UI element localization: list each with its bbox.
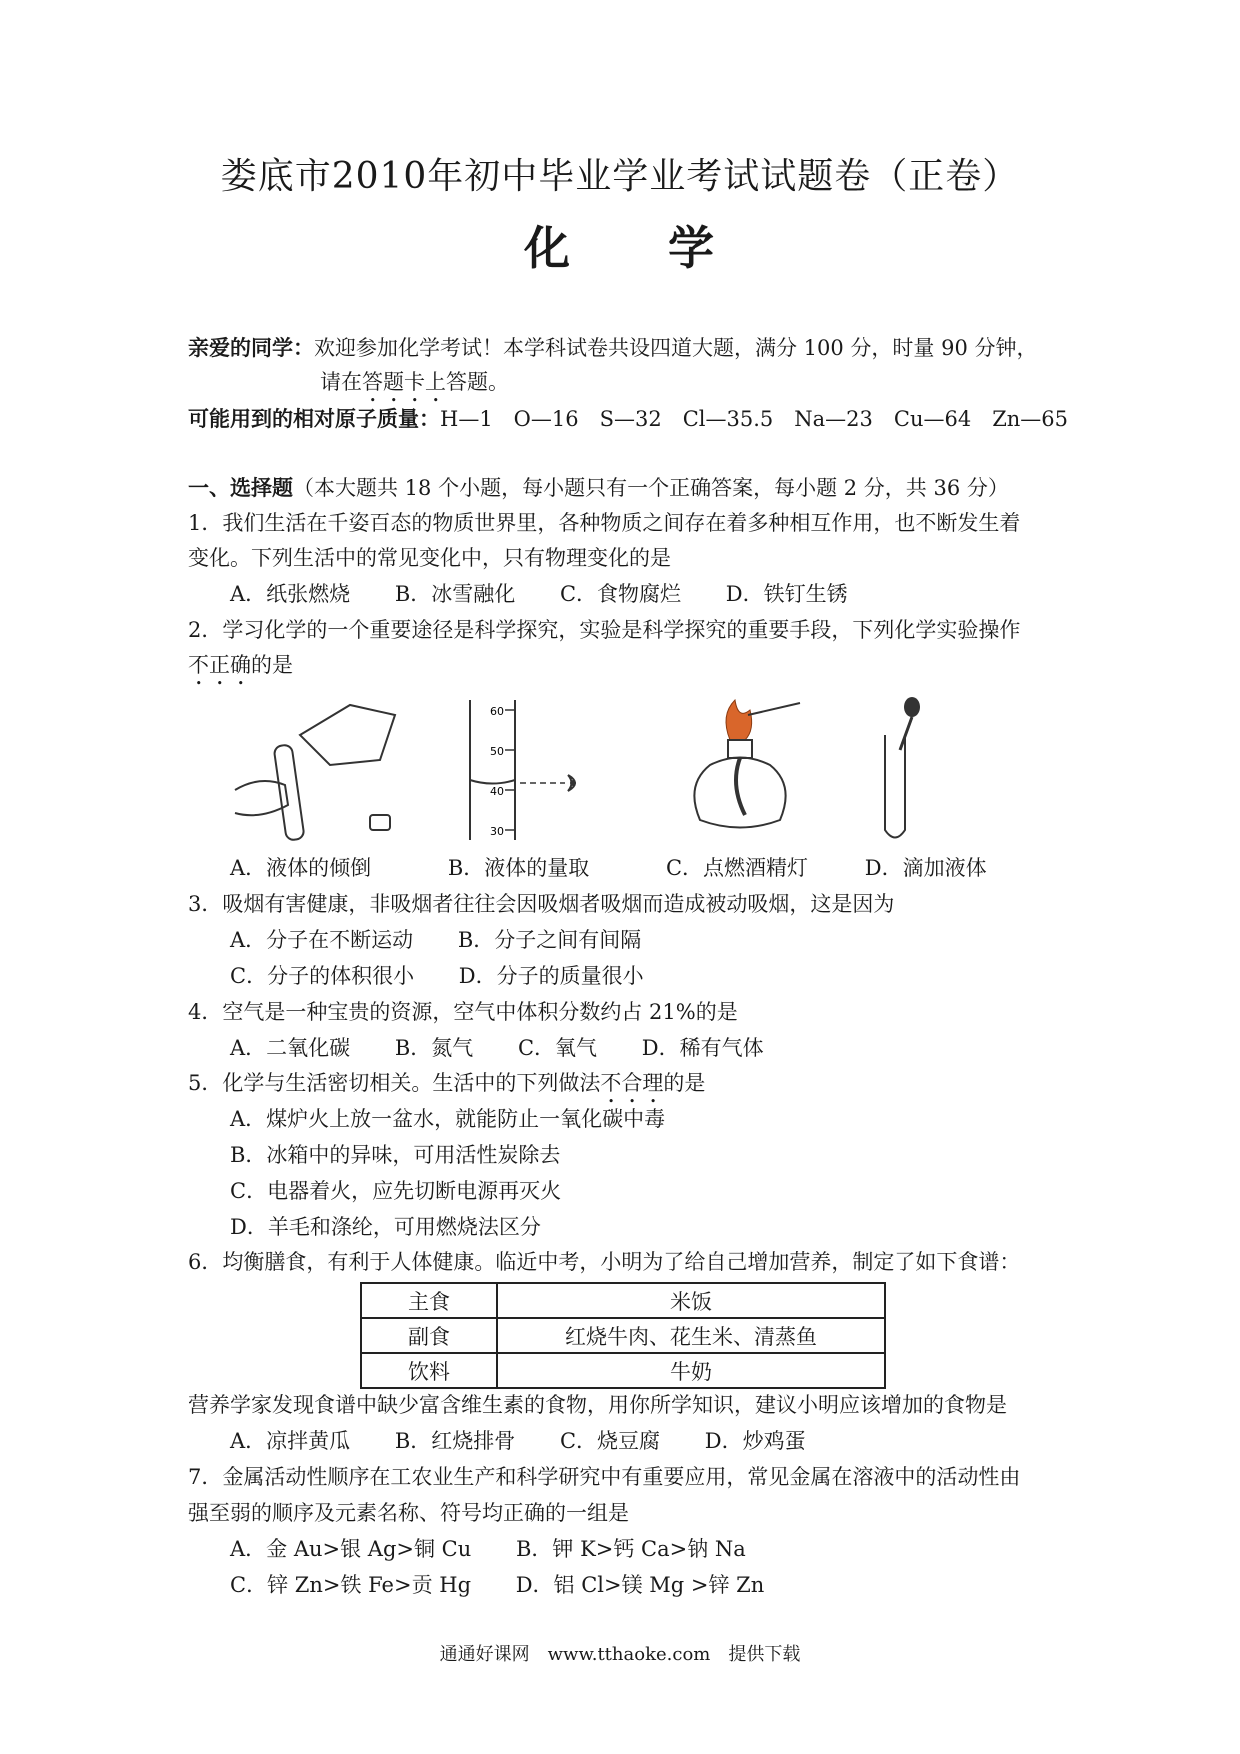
q4-option-a[interactable]: A．二氧化碳 bbox=[230, 1036, 351, 1060]
q6-line-2: 营养学家发现食谱中缺少富含维生素的食物，用你所学知识，建议小明应该增加的食物是 bbox=[188, 1393, 1007, 1417]
section1-title: 一、选择题 bbox=[188, 475, 293, 500]
q2-emphasis: 不正确 bbox=[188, 653, 251, 677]
q3-options-row-2 bbox=[230, 962, 682, 990]
q2-options bbox=[230, 854, 1025, 882]
liquid-pouring-figure bbox=[230, 695, 410, 845]
q3-option-a[interactable]: A．分子在不断运动 bbox=[230, 928, 414, 952]
q7-option-a[interactable]: A．金 Au>银 Ag>铜 Cu bbox=[230, 1537, 472, 1561]
q5-line-1 bbox=[188, 1069, 705, 1108]
table-cell: 副食 bbox=[361, 1318, 497, 1353]
q6-option-c[interactable]: C．烧豆腐 bbox=[559, 1429, 661, 1453]
q1-option-c[interactable]: C．食物腐烂 bbox=[559, 582, 682, 606]
q6-line-1: 6．均衡膳食，有利于人体健康。临近中考，小明为了给自己增加营养，制定了如下食谱： bbox=[188, 1250, 1021, 1274]
q4-option-c[interactable]: C．氧气 bbox=[517, 1036, 598, 1060]
q5-line1-prefix: 5．化学与生活密切相关。生活中的下列做法 bbox=[188, 1071, 601, 1095]
intro-label: 亲爱的同学： bbox=[188, 335, 314, 360]
q5-option-c[interactable]: C．电器着火，应先切断电源再灭火 bbox=[230, 1179, 562, 1203]
q7-option-c[interactable]: C．锌 Zn>铁 Fe>贡 Hg bbox=[230, 1573, 472, 1597]
intro-emphasis: 答题卡上 bbox=[362, 370, 446, 394]
table-row bbox=[361, 1283, 885, 1318]
q2-line-2 bbox=[188, 651, 293, 690]
q3-options-row-1 bbox=[230, 926, 679, 954]
table-row bbox=[361, 1353, 885, 1388]
q4-line-1: 4．空气是一种宝贵的资源，空气中体积分数约占 21%的是 bbox=[188, 1000, 738, 1024]
intro-line-1 bbox=[188, 334, 1038, 362]
q1-option-a[interactable]: A．纸张燃烧 bbox=[230, 582, 351, 606]
q2-option-d[interactable]: D．滴加液体 bbox=[864, 856, 987, 880]
page-footer: 通通好课网 www.tthaoke.com 提供下载 bbox=[439, 1644, 801, 1665]
table-cell: 红烧牛肉、花生米、清蒸鱼 bbox=[497, 1318, 885, 1353]
table-cell: 米饭 bbox=[497, 1283, 885, 1318]
q7-line-1: 7．金属活动性顺序在工农业生产和科学研究中有重要应用，常见金属在溶液中的活动性由 bbox=[188, 1465, 1021, 1489]
intro-line2-suffix: 答题。 bbox=[446, 370, 509, 394]
section1-note: （本大题共 18 个小题，每小题只有一个正确答案，每小题 2 分，共 36 分） bbox=[293, 476, 1009, 500]
q2-option-a[interactable]: A．液体的倾倒 bbox=[230, 856, 372, 880]
alcohol-lamp-figure bbox=[670, 695, 810, 845]
q5-option-a[interactable]: A．煤炉火上放一盆水，就能防止一氧化碳中毒 bbox=[230, 1107, 666, 1131]
q5-line1-suffix: 的是 bbox=[663, 1071, 706, 1095]
q5-option-d[interactable]: D．羊毛和涤纶，可用燃烧法区分 bbox=[230, 1215, 541, 1239]
q6-option-d[interactable]: D．炒鸡蛋 bbox=[704, 1429, 806, 1453]
table-cell: 牛奶 bbox=[497, 1353, 885, 1388]
q2-option-b[interactable]: B．液体的量取 bbox=[447, 856, 590, 880]
q5-option-b[interactable]: B．冰箱中的异味，可用活性炭除去 bbox=[230, 1143, 561, 1167]
q7-line-2: 强至弱的顺序及元素名称、符号均正确的一组是 bbox=[188, 1501, 629, 1525]
q2-line-1: 2．学习化学的一个重要途径是科学探究，实验是科学探究的重要手段，下列化学实验操作 bbox=[188, 618, 1021, 642]
intro-text: 欢迎参加化学考试！本学科试卷共设四道大题，满分 100 分，时量 90 分钟， bbox=[314, 336, 1038, 360]
table-cell: 饮料 bbox=[361, 1353, 497, 1388]
tick-label: 30 bbox=[490, 825, 504, 838]
section1-heading bbox=[188, 474, 1009, 502]
q4-options bbox=[230, 1034, 802, 1062]
tick-label: 50 bbox=[490, 745, 504, 758]
table-cell: 主食 bbox=[361, 1283, 497, 1318]
q3-option-c[interactable]: C．分子的体积很小 bbox=[230, 964, 415, 988]
q5-emphasis: 不合理 bbox=[600, 1071, 664, 1095]
q1-option-d[interactable]: D．铁钉生锈 bbox=[725, 582, 848, 606]
q2-option-c[interactable]: C．点燃酒精灯 bbox=[665, 856, 809, 880]
q1-line-2: 变化。下列生活中的常见变化中，只有物理变化的是 bbox=[188, 546, 671, 570]
atomic-mass-values: H—1 O—16 S—32 Cl—35.5 Na—23 Cu—64 Zn—65 bbox=[440, 407, 1069, 431]
tick-label: 60 bbox=[490, 705, 504, 718]
intro-line2-prefix: 请在 bbox=[320, 370, 362, 394]
q1-option-b[interactable]: B．冰雪融化 bbox=[394, 582, 516, 606]
exam-title: 娄底市2010年初中毕业学业考试试题卷（正卷） bbox=[220, 156, 1020, 197]
q2-figures bbox=[230, 695, 990, 845]
subject-title: 化 学 bbox=[524, 221, 716, 275]
q7-options-row-2 bbox=[230, 1571, 802, 1599]
q2-line2-suffix: 的是 bbox=[251, 653, 293, 677]
q7-option-b[interactable]: B．钾 K>钙 Ca>钠 Na bbox=[515, 1537, 746, 1561]
diet-table bbox=[360, 1282, 886, 1389]
q1-options bbox=[230, 580, 886, 608]
dropper-figure bbox=[840, 695, 960, 845]
q4-option-b[interactable]: B．氮气 bbox=[394, 1036, 474, 1060]
q3-option-d[interactable]: D．分子的质量很小 bbox=[458, 964, 644, 988]
q3-option-b[interactable]: B．分子之间有间隔 bbox=[457, 928, 642, 952]
q6-option-b[interactable]: B．红烧排骨 bbox=[394, 1429, 516, 1453]
q7-option-d[interactable]: D．铝 Cl>镁 Mg >锌 Zn bbox=[515, 1573, 765, 1597]
table-row bbox=[361, 1318, 885, 1353]
q4-option-d[interactable]: D．稀有气体 bbox=[641, 1036, 764, 1060]
q6-options bbox=[230, 1427, 844, 1455]
q1-line-1: 1．我们生活在千姿百态的物质世界里，各种物质之间存在着多种相互作用，也不断发生着 bbox=[188, 511, 1021, 535]
q3-line-1: 3．吸烟有害健康，非吸烟者往往会因吸烟者吸烟而造成被动吸烟，这是因为 bbox=[188, 892, 895, 916]
intro-line-2 bbox=[320, 368, 509, 407]
atomic-mass-line bbox=[188, 405, 1068, 433]
tick-label: 40 bbox=[490, 785, 504, 798]
q6-option-a[interactable]: A．凉拌黄瓜 bbox=[230, 1429, 351, 1453]
atomic-mass-label: 可能用到的相对原子质量： bbox=[188, 406, 440, 431]
cylinder-reading-figure bbox=[440, 695, 640, 845]
q7-options-row-1 bbox=[230, 1535, 784, 1563]
